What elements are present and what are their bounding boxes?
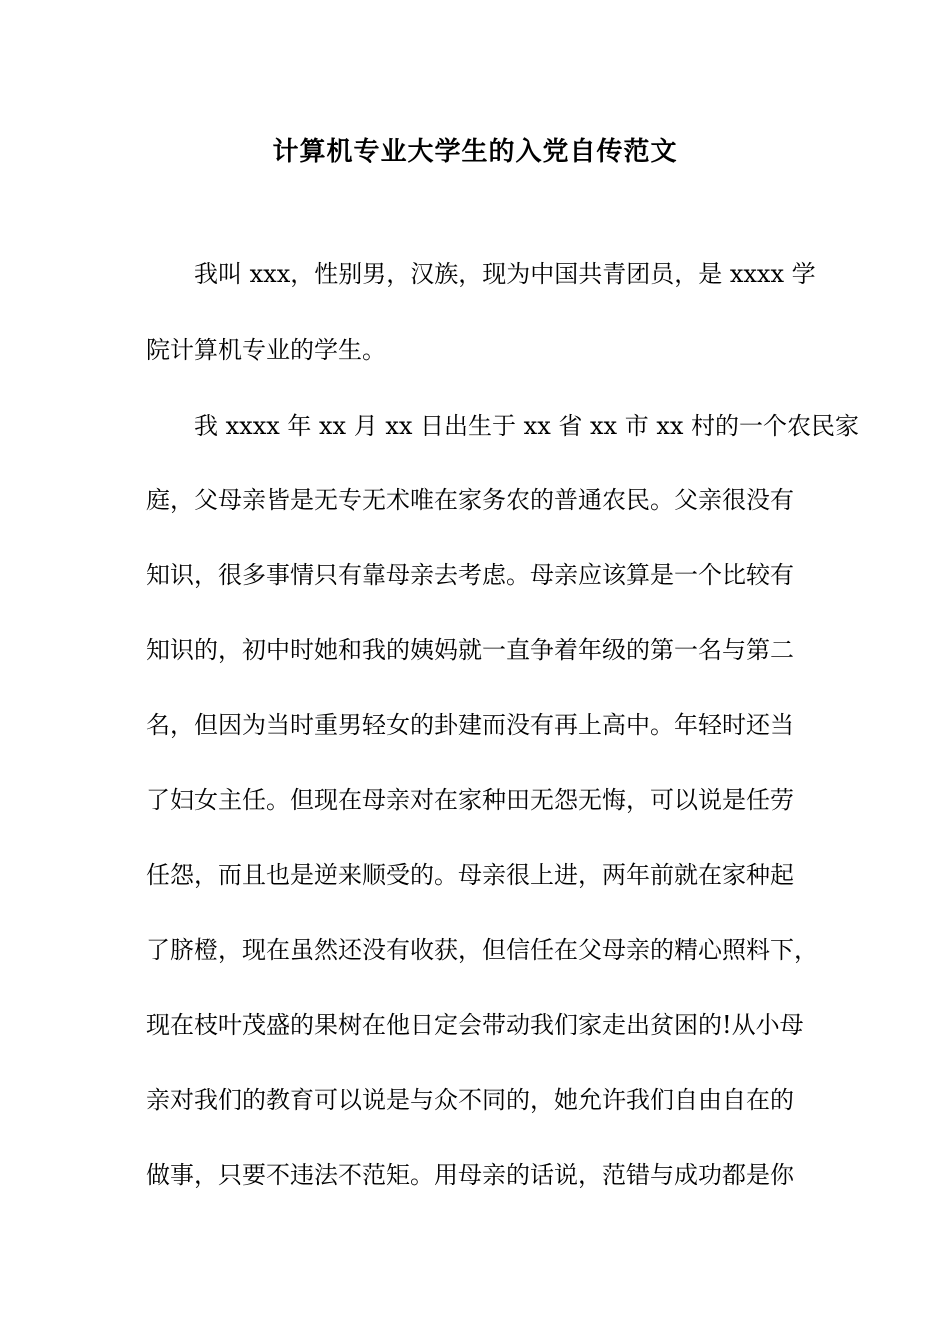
paragraph-2-line-6: 了妇女主任。但现在母亲对在家种田无怨无悔，可以说是任劳 <box>146 786 794 814</box>
paragraph-2-line-4: 知识的，初中时她和我的姨妈就一直争着年级的第一名与第二 <box>146 636 794 664</box>
paragraph-1-line-1: 我叫 xxx，性别男，汉族，现为中国共青团员，是 xxxx 学 <box>194 260 816 288</box>
paragraph-2-line-8: 了脐橙，现在虽然还没有收获，但信任在父母亲的精心照料下， <box>146 936 818 964</box>
paragraph-2-line-3: 知识，很多事情只有靠母亲去考虑。母亲应该算是一个比较有 <box>146 561 794 589</box>
paragraph-2-line-5: 名，但因为当时重男轻女的卦建而没有再上高中。年轻时还当 <box>146 711 794 739</box>
paragraph-2-line-1: 我 xxxx 年 xx 月 xx 日出生于 xx 省 xx 市 xx 村的一个农民家 <box>194 412 860 440</box>
paragraph-2-line-10: 亲对我们的教育可以说是与众不同的，她允许我们自由自在的 <box>146 1086 794 1114</box>
paragraph-2-line-7: 任怨，而且也是逆来顺受的。母亲很上进，两年前就在家种起 <box>146 861 794 889</box>
paragraph-1-line-2: 院计算机专业的学生。 <box>146 336 386 364</box>
document-title: 计算机专业大学生的入党自传范文 <box>272 137 678 167</box>
paragraph-2-line-2: 庭，父母亲皆是无专无术唯在家务农的普通农民。父亲很没有 <box>146 486 794 514</box>
paragraph-2-line-9: 现在枝叶茂盛的果树在他日定会带动我们家走出贫困的!从小母 <box>146 1011 804 1039</box>
paragraph-2-line-11: 做事，只要不违法不范矩。用母亲的话说，范错与成功都是你 <box>146 1161 794 1189</box>
